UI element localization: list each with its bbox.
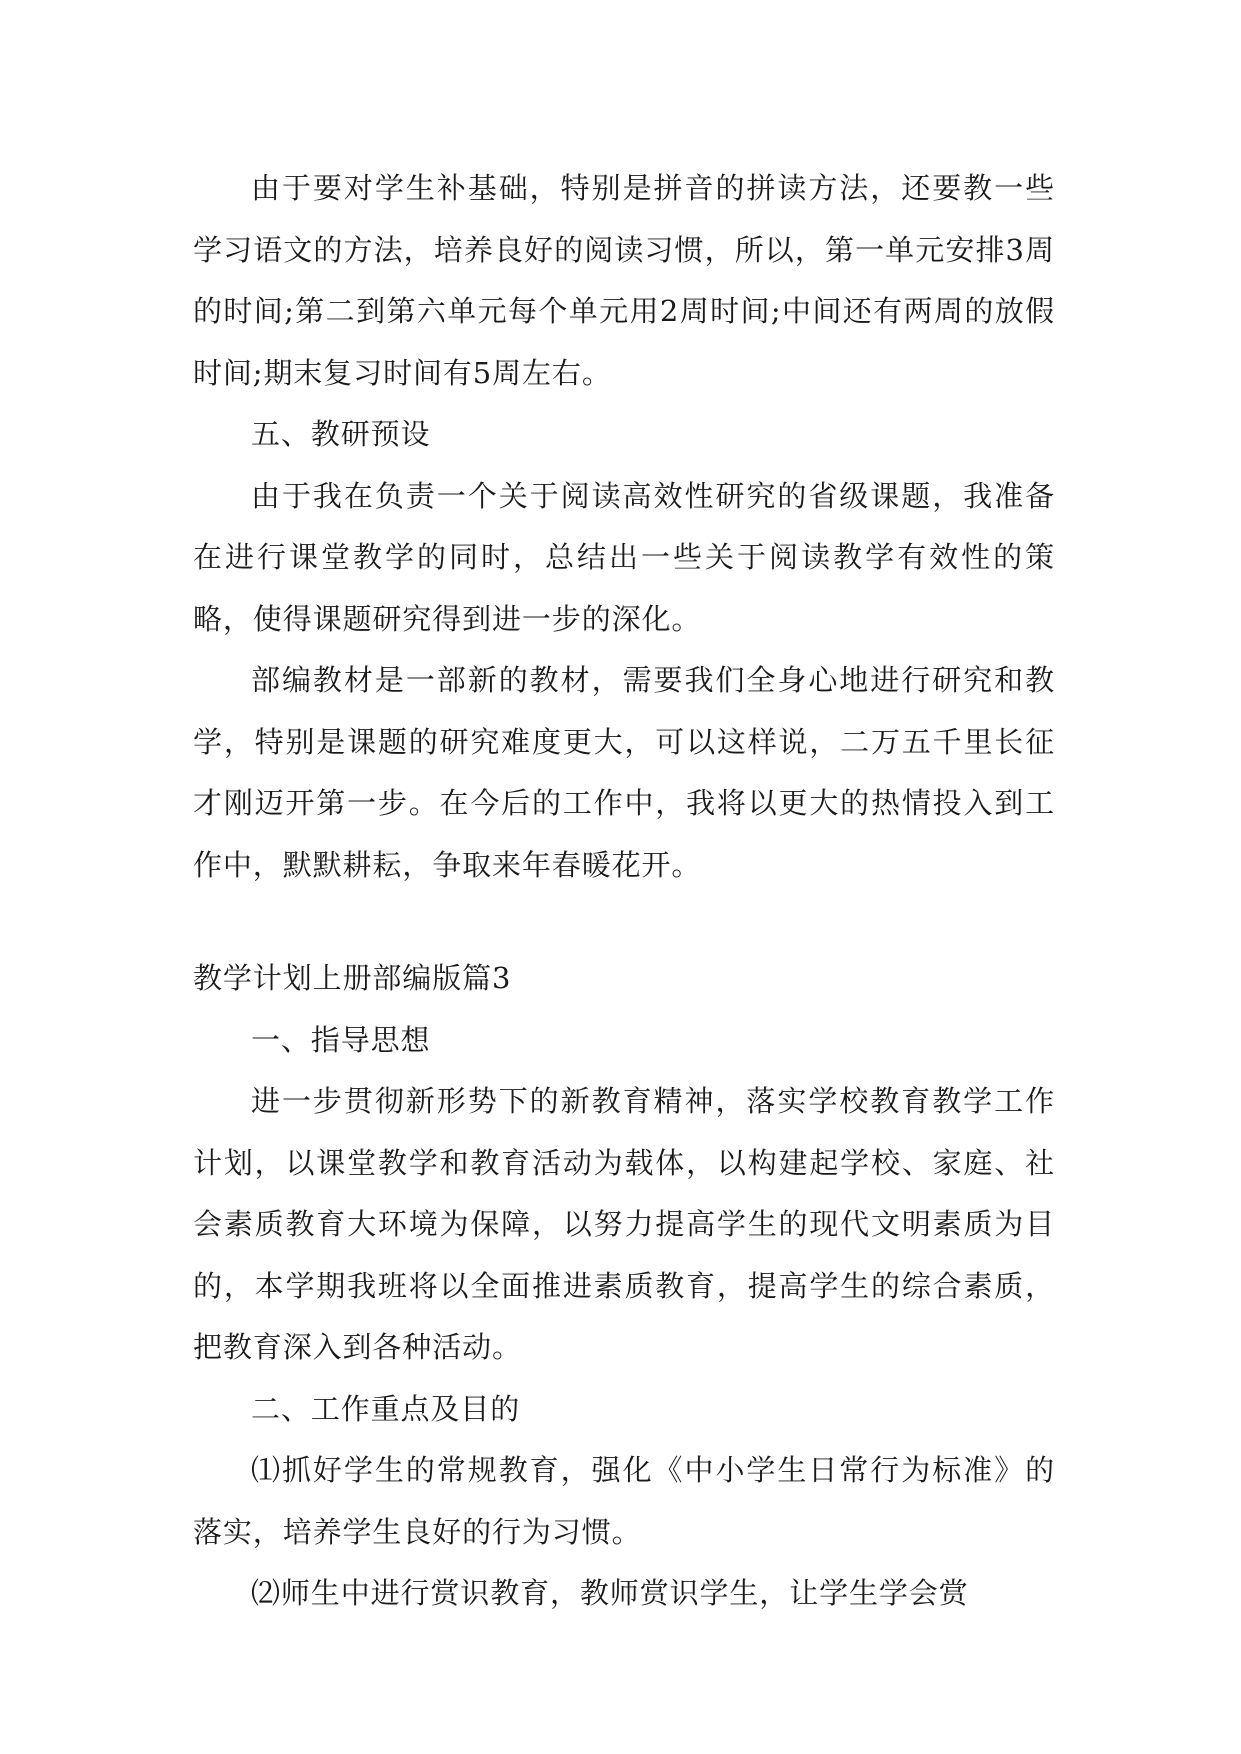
paragraph-routine-education: ⑴抓好学生的常规教育，强化《中小学生日常行为标准》的落实，培养学生良好的行为习惯。 — [193, 1453, 1055, 1549]
heading-guiding-thought: 一、指导思想 — [251, 1022, 431, 1057]
heading-work-focus: 二、工作重点及目的 — [251, 1391, 521, 1426]
paragraph-schedule: 由于要对学生补基础，特别是拼音的拼读方法，还要教一些学习语文的方法，培养良好的阅读习惯，所以，第一单元安排3周的时间;第二到第六单元每个单元用2周时间;中间还有两周的放假时间;期末复习时间有5周左右。 — [193, 171, 1055, 390]
paragraph-research-topic: 由于我在负责一个关于阅读高效性研究的省级课题，我准备在进行课堂教学的同时，总结出一些关于阅读教学有效性的策略，使得课题研究得到进一步的深化。 — [193, 478, 1055, 636]
paragraph-guiding-thought: 进一步贯彻新形势下的新教育精神，落实学校教育教学工作计划，以课堂教学和教育活动为载体，以构建起学校、家庭、社会素质教育大环境为保障，以努力提高学生的现代文明素质为目的，本学期我班将以全面推进素质教育，提高学生的综合素质，把教育深入到各种活动。 — [193, 1084, 1055, 1364]
paragraph-appreciation-education: ⑵师生中进行赏识教育，教师赏识学生，让学生学会赏 — [251, 1576, 969, 1610]
document-body — [193, 158, 1055, 1625]
section-title-part3: 教学计划上册部编版篇3 — [193, 961, 512, 995]
paragraph-closing: 部编教材是一部新的教材，需要我们全身心地进行研究和教学，特别是课题的研究难度更大，可以这样说，二万五千里长征才刚迈开第一步。在今后的工作中，我将以更大的热情投入到工作中，默默耕耘，争取来年春暖花开。 — [193, 663, 1055, 882]
heading-research-plan: 五、教研预设 — [251, 417, 431, 451]
